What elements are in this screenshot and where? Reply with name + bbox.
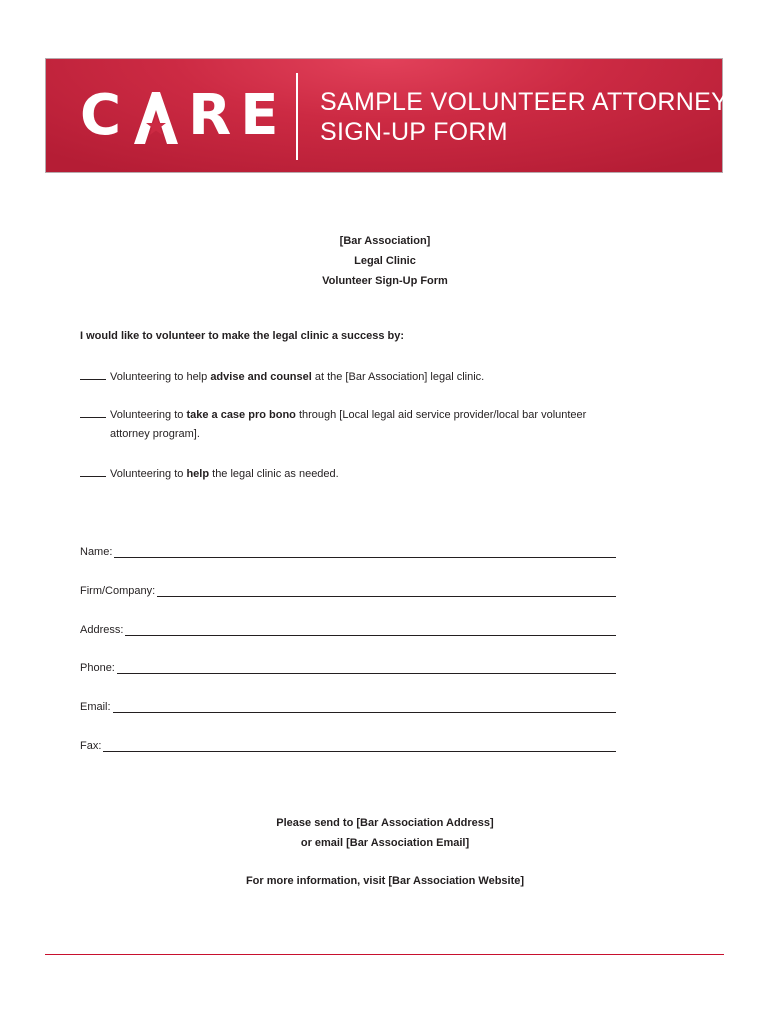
phone-field[interactable]: [80, 658, 616, 674]
option-blank[interactable]: [80, 467, 106, 477]
name-label: Name:: [80, 546, 113, 558]
header-divider: [296, 73, 298, 160]
more-info-website: For more information, visit [Bar Association Website]: [245, 875, 525, 887]
form-heading-org: [Bar Association]: [339, 235, 431, 247]
phone-label: Phone:: [80, 662, 115, 674]
form-heading-title: Volunteer Sign-Up Form: [322, 275, 448, 287]
address-label: Address:: [80, 624, 124, 636]
form-heading: [0, 231, 770, 291]
option-advise: Volunteering to help advise and counsel at the [Bar Association] legal clinic.: [80, 368, 484, 387]
send-address: Please send to [Bar Association Address]: [276, 817, 494, 829]
option-blank[interactable]: [80, 408, 106, 418]
send-instructions: [0, 813, 770, 853]
fax-field[interactable]: [80, 736, 616, 752]
care-logo: C R E: [80, 83, 282, 148]
address-field[interactable]: [80, 620, 616, 636]
more-info: [0, 871, 770, 891]
fax-label: Fax:: [80, 740, 102, 752]
firm-label: Firm/Company:: [80, 585, 156, 597]
option-help: Volunteering to help the legal clinic as needed.: [80, 465, 339, 484]
send-email: or email [Bar Association Email]: [300, 837, 470, 849]
name-field[interactable]: [80, 542, 616, 558]
header-banner: [45, 58, 729, 173]
banner-title-line2: SIGN-UP FORM: [320, 118, 508, 146]
lead-statement: I would like to volunteer to make the legal clinic a success by:: [80, 330, 404, 342]
star-a-icon: [130, 88, 182, 144]
option-pro-bono: Volunteering to take a case pro bono through [Local legal aid service provider/local bar volunteer attorney program].: [80, 406, 586, 444]
bottom-divider: [45, 954, 724, 955]
email-field[interactable]: [80, 697, 616, 713]
email-label: Email:: [80, 701, 111, 713]
banner-title-line1: SAMPLE VOLUNTEER ATTORNEY: [320, 88, 729, 116]
form-heading-clinic: Legal Clinic: [354, 255, 416, 267]
option-blank[interactable]: [80, 370, 106, 380]
banner-title: [320, 87, 728, 147]
firm-field[interactable]: [80, 581, 616, 597]
